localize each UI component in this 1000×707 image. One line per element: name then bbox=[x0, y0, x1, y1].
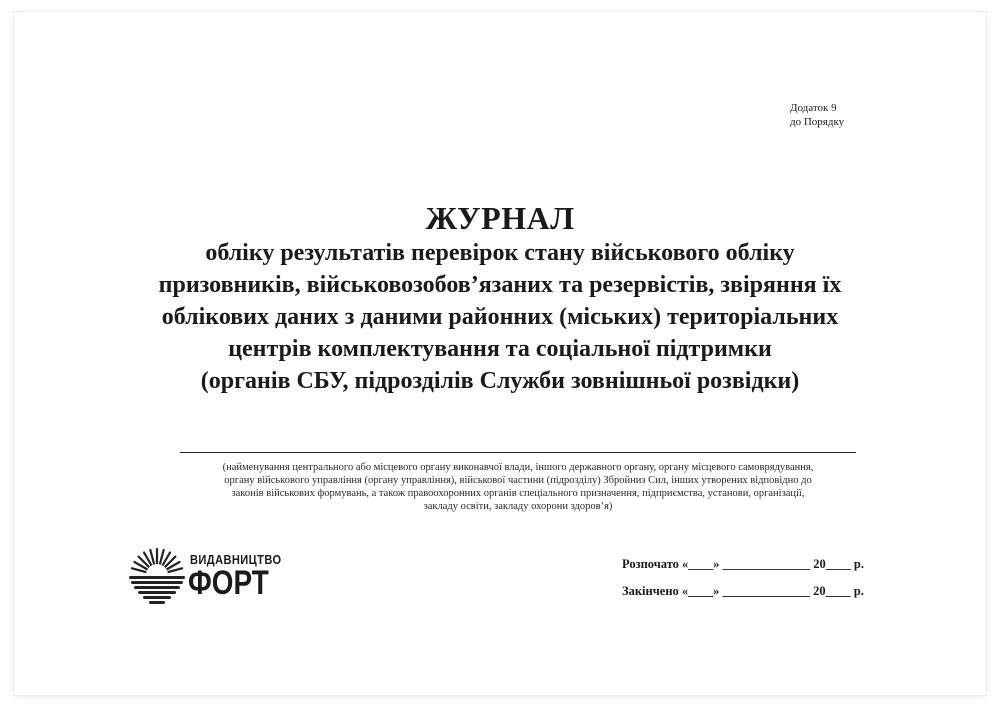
page-title: ЖУРНАЛ bbox=[425, 200, 575, 236]
appendix-line: до Порядку bbox=[790, 116, 845, 128]
end-date-field[interactable]: Закінчено «____» ______________ 20____ р. bbox=[622, 584, 864, 598]
organization-name-field[interactable] bbox=[180, 452, 856, 453]
title-block bbox=[100, 200, 900, 396]
publisher-logo bbox=[126, 545, 296, 607]
subtitle-line: призовників, військовозобов’язаних та резервістів, звіряння їх bbox=[158, 272, 842, 298]
appendix-line: Додаток 9 bbox=[790, 102, 837, 114]
caption-line: (найменування центрального або місцевого органу виконавчої влади, іншого державного органу, органу місцевого самоврядування, bbox=[222, 462, 814, 473]
start-date-field[interactable]: Розпочато «____» ______________ 20____ р. bbox=[622, 557, 865, 571]
caption-line: закладу освіти, закладу охорони здоров’я) bbox=[423, 501, 613, 512]
date-fields bbox=[622, 557, 864, 611]
appendix-note bbox=[790, 101, 844, 129]
organization-caption bbox=[170, 461, 866, 513]
subtitle-line: облікових даних з даними районних (міських) територіальних bbox=[161, 304, 839, 330]
publisher-label: ВИДАВНИЦТВО bbox=[190, 552, 282, 567]
sunrise-logo-icon bbox=[126, 545, 188, 607]
caption-line: органу військового управління (органу управління), військової частини (підрозділу) Збройниз Сил, інших утворених відповідно до bbox=[224, 475, 812, 486]
caption-line: законів військових формувань, а також правоохоронних органів спеціального призначення, підприємства, установи, організації, bbox=[231, 488, 805, 499]
publisher-name: ФОРТ bbox=[188, 564, 269, 602]
subtitle-line: (органів СБУ, підрозділів Служби зовнішньої розвідки) bbox=[200, 368, 800, 394]
subtitle-line: обліку результатів перевірок стану військового обліку bbox=[205, 240, 795, 266]
subtitle-line: центрів комплектування та соціальної підтримки bbox=[228, 336, 772, 362]
